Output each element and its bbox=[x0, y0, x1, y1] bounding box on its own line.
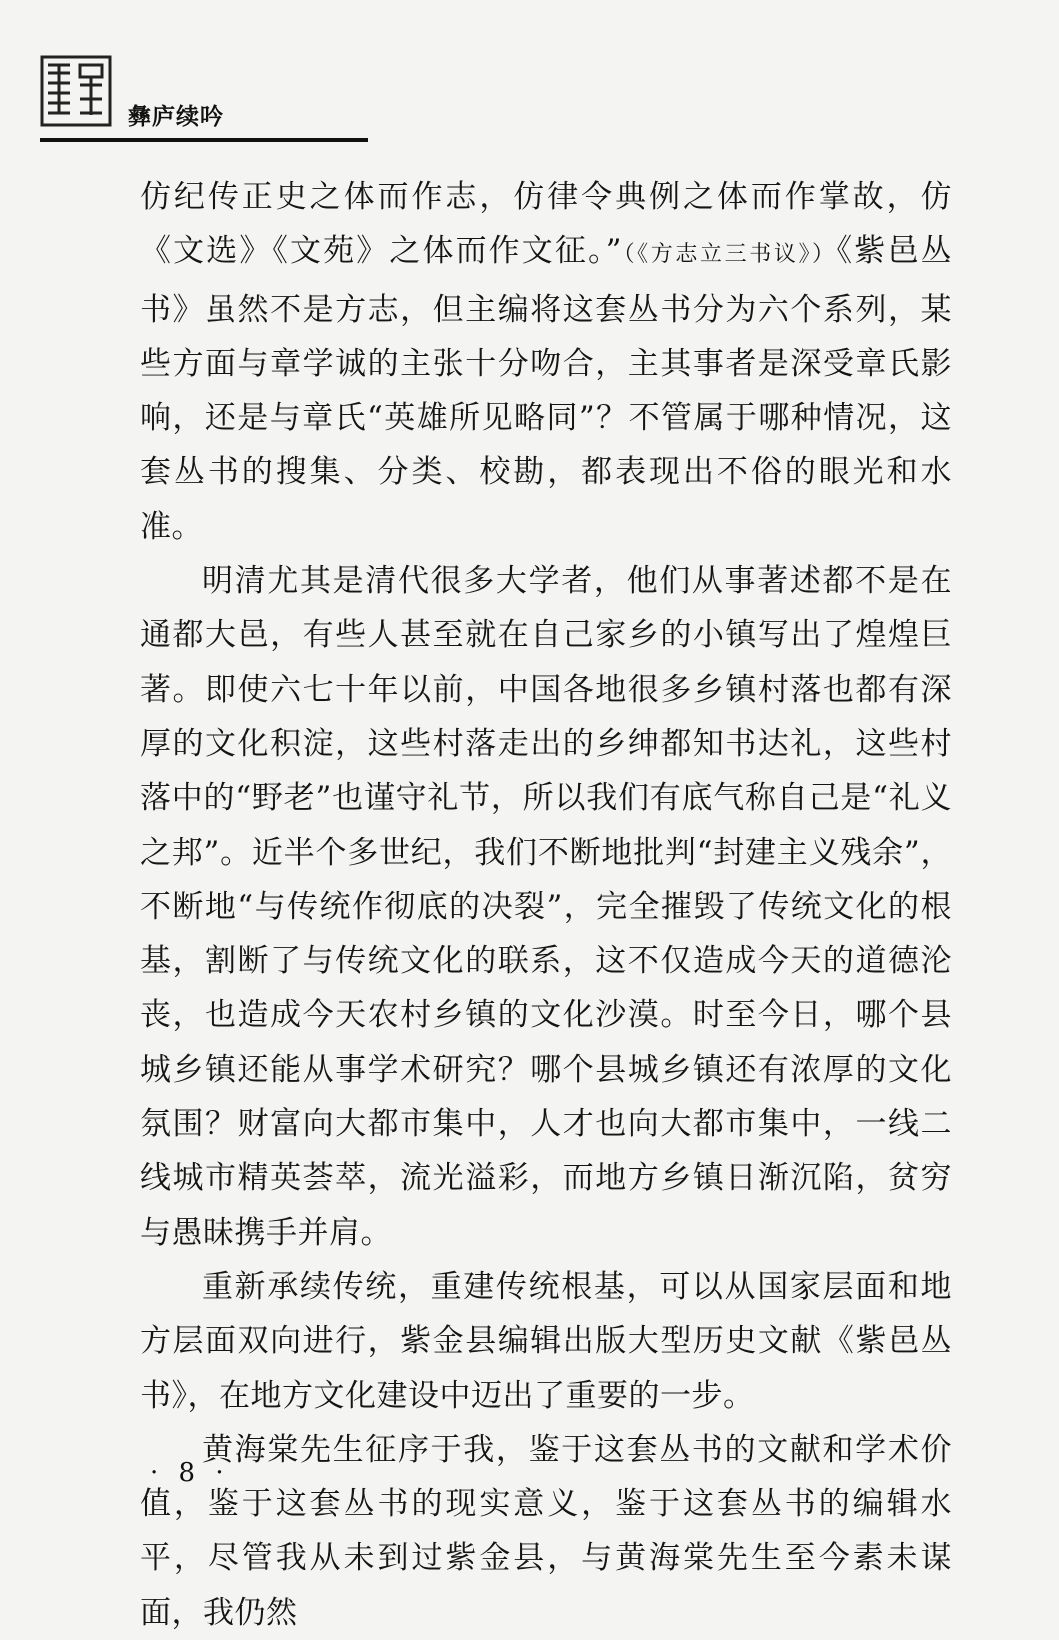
paragraph: 明清尤其是清代很多大学者，他们从事著述都不是在通都大邑，有些人甚至就在自己家乡的小镇写出了煌煌巨著。即使六七十年以前，中国各地很多乡镇村落也都有深厚的文化积淀，这些村落走出的乡绅都知书达礼，这些村落中的“野老”也谨守礼节，所以我们有底气称自己是“礼义之邦”。近半个多世纪，我们不断地批判“封建主义残余”，不断地“与传统作彻底的决裂”，完全摧毁了传统文化的根基，割断了与传统文化的联系，这不仅造成今天的道德沦丧，也造成今天农村乡镇的文化沙漠。时至今日，哪个县城乡镇还能从事学术研究？哪个县城乡镇还有浓厚的文化氛围？财富向大都市集中，人才也向大都市集中，一线二线城市精英荟萃，流光溢彩，而地方乡镇日渐沉陷，贫穷与愚昧携手并肩。 bbox=[140, 563, 952, 1251]
seal-stamp-icon bbox=[40, 55, 112, 127]
body-text bbox=[140, 170, 952, 1640]
page-number: · 8 · bbox=[150, 1458, 230, 1488]
paragraph-text: 《紫邑丛书》虽然不是方志，但主编将这套丛书分为六个系列，某些方面与章学诚的主张十分吻合，主其事者是深受章氏影响，还是与章氏“英雄所见略同”？不管属于哪种情况，这套丛书的搜集、分类、校勘，都表现出不俗的眼光和水准。 bbox=[140, 233, 952, 545]
paragraph-text: 仿纪传正史之体而作志，仿律令典例之体而作掌故，仿《文选》《文苑》之体而作文征。” bbox=[140, 179, 952, 270]
header-rule bbox=[40, 138, 368, 142]
citation: （《方志立三书议》） bbox=[621, 242, 837, 268]
paragraph: 黄海棠先生征序于我，鉴于这套丛书的文献和学术价值，鉴于这套丛书的现实意义，鉴于这套丛书的编辑水平，尽管我从未到过紫金县，与黄海棠先生至今素未谋面，我仍然 bbox=[140, 1431, 952, 1631]
running-header-title: 彝庐续吟 bbox=[128, 104, 224, 130]
paragraph bbox=[140, 170, 952, 554]
paragraph: 重新承续传统，重建传统根基，可以从国家层面和地方层面双向进行，紫金县编辑出版大型历史文献《紫邑丛书》，在地方文化建设中迈出了重要的一步。 bbox=[140, 1268, 952, 1414]
